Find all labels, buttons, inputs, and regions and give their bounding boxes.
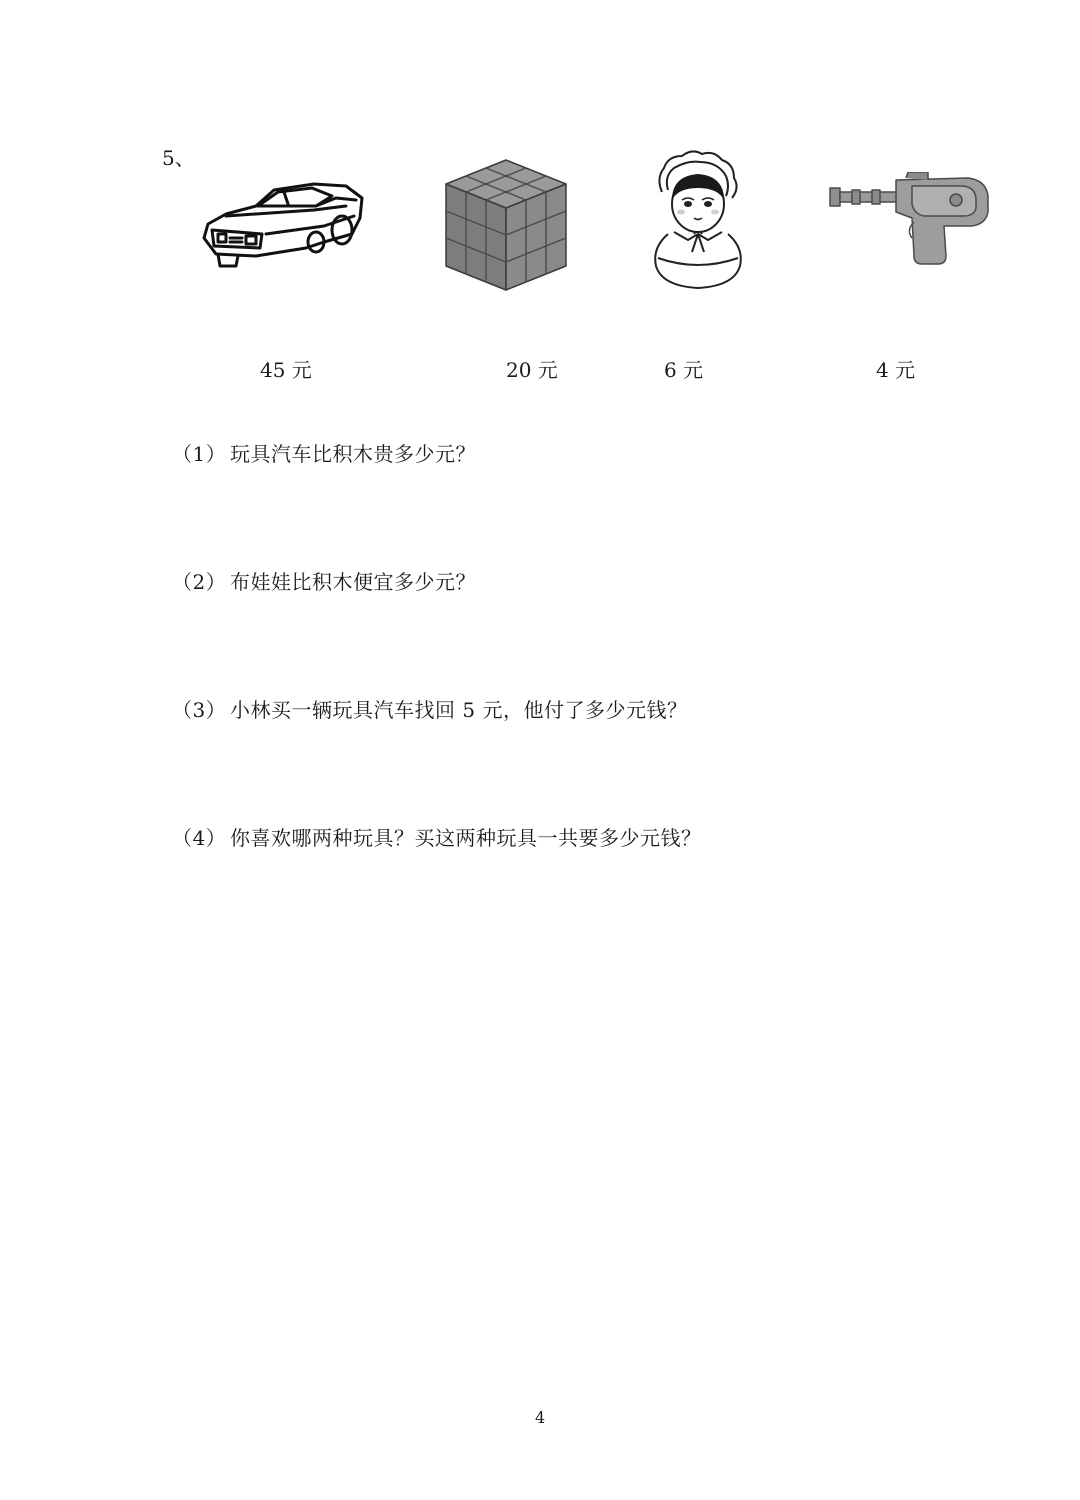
toy-car-image bbox=[196, 176, 368, 272]
question-2 bbox=[172, 566, 476, 595]
problem-number: 5、 bbox=[162, 146, 195, 170]
price-gun: 4 元 bbox=[876, 358, 916, 382]
doll-image bbox=[648, 148, 748, 292]
price-car: 45 元 bbox=[260, 358, 312, 382]
question-index: （4） bbox=[172, 826, 227, 850]
car-icon bbox=[196, 176, 368, 272]
question-index: （1） bbox=[172, 442, 227, 466]
question-1 bbox=[172, 438, 476, 467]
price-doll: 6 元 bbox=[664, 358, 704, 382]
toy-gun-image bbox=[828, 172, 992, 268]
page-number: 4 bbox=[535, 1408, 546, 1427]
price-cube: 20 元 bbox=[506, 358, 558, 382]
building-blocks-image bbox=[442, 154, 570, 294]
question-text: 玩具汽车比积木贵多少元？ bbox=[230, 442, 476, 466]
question-text: 小林买一辆玩具汽车找回 5 元，他付了多少元钱？ bbox=[230, 698, 688, 722]
question-index: （3） bbox=[172, 698, 227, 722]
gun-icon bbox=[828, 172, 992, 268]
question-4 bbox=[172, 822, 702, 851]
question-3 bbox=[172, 694, 687, 723]
question-index: （2） bbox=[172, 570, 227, 594]
question-text: 你喜欢哪两种玩具？买这两种玩具一共要多少元钱？ bbox=[230, 826, 702, 850]
cube-icon bbox=[442, 154, 570, 294]
question-text: 布娃娃比积木便宜多少元？ bbox=[230, 570, 476, 594]
doll-icon bbox=[648, 148, 748, 292]
